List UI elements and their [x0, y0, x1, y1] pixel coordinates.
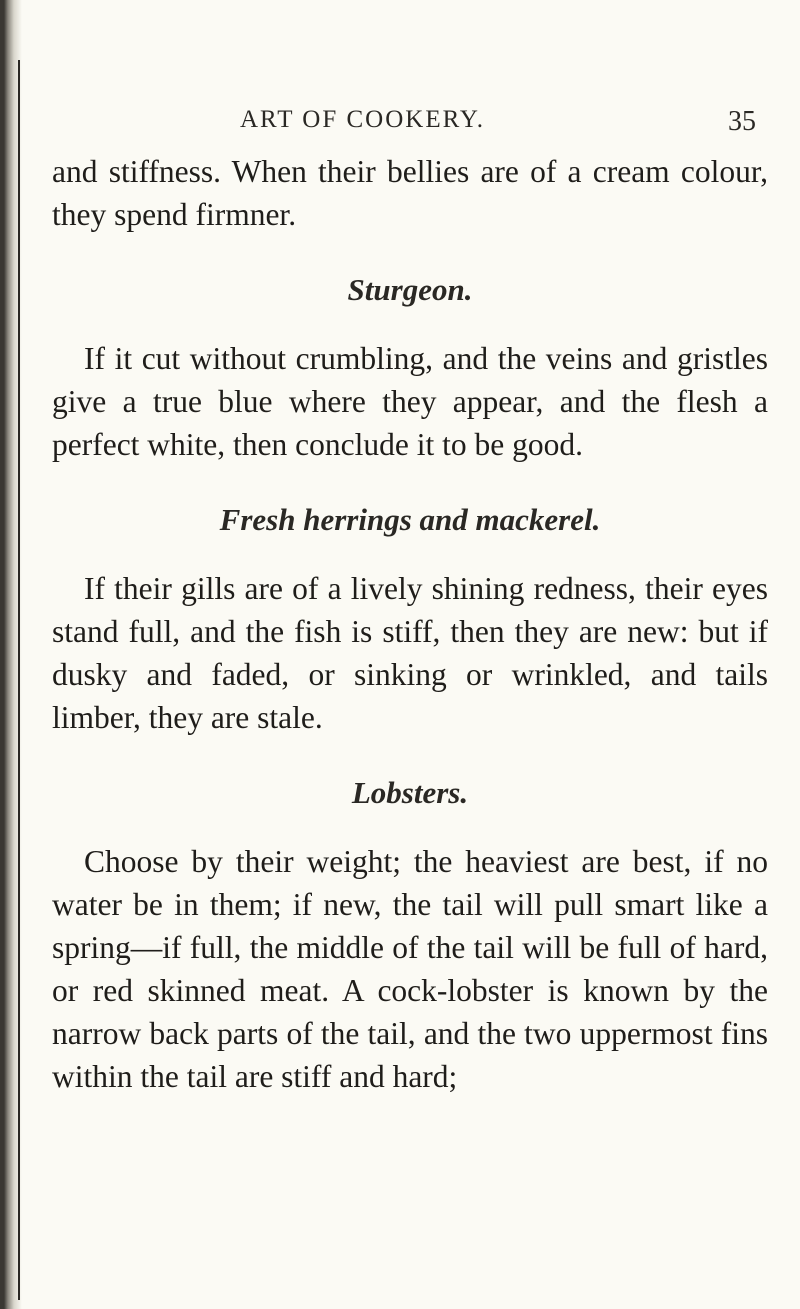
heading-herrings: Fresh herrings and mackerel.	[219, 502, 601, 537]
continuation-paragraph: and stiffness. When their bellies are of a cream colour, they spend firmner.	[52, 154, 768, 232]
page-number: 35	[728, 106, 756, 137]
paragraph-herrings: If their gills are of a lively shining redness, their eyes stand full, and the fish is stiff, then they are new: but if dusky and faded, or sinking or wrinkled, and tails limber, they are stale.	[52, 571, 768, 735]
heading-lobsters: Lobsters.	[351, 775, 469, 810]
gutter-line	[18, 60, 20, 1300]
paragraph-sturgeon: If it cut without crumbling, and the veins and gristles give a true blue where they appear, and the flesh a perfect white, then conclude it to be good.	[52, 341, 768, 462]
heading-sturgeon: Sturgeon.	[347, 272, 473, 307]
page-body	[52, 150, 768, 1098]
running-head: ART OF COOKERY.	[240, 106, 485, 133]
page-header	[0, 102, 800, 142]
paragraph-lobsters: Choose by their weight; the heaviest are best, if no water be in them; if new, the tail will pull smart like a spring—if full, the middle of the tail will be full of hard, or red skinned meat. A cock-lobster is known by the narrow back parts of the tail, and the two uppermost fins within the tail are stiff and hard;	[52, 844, 768, 1094]
